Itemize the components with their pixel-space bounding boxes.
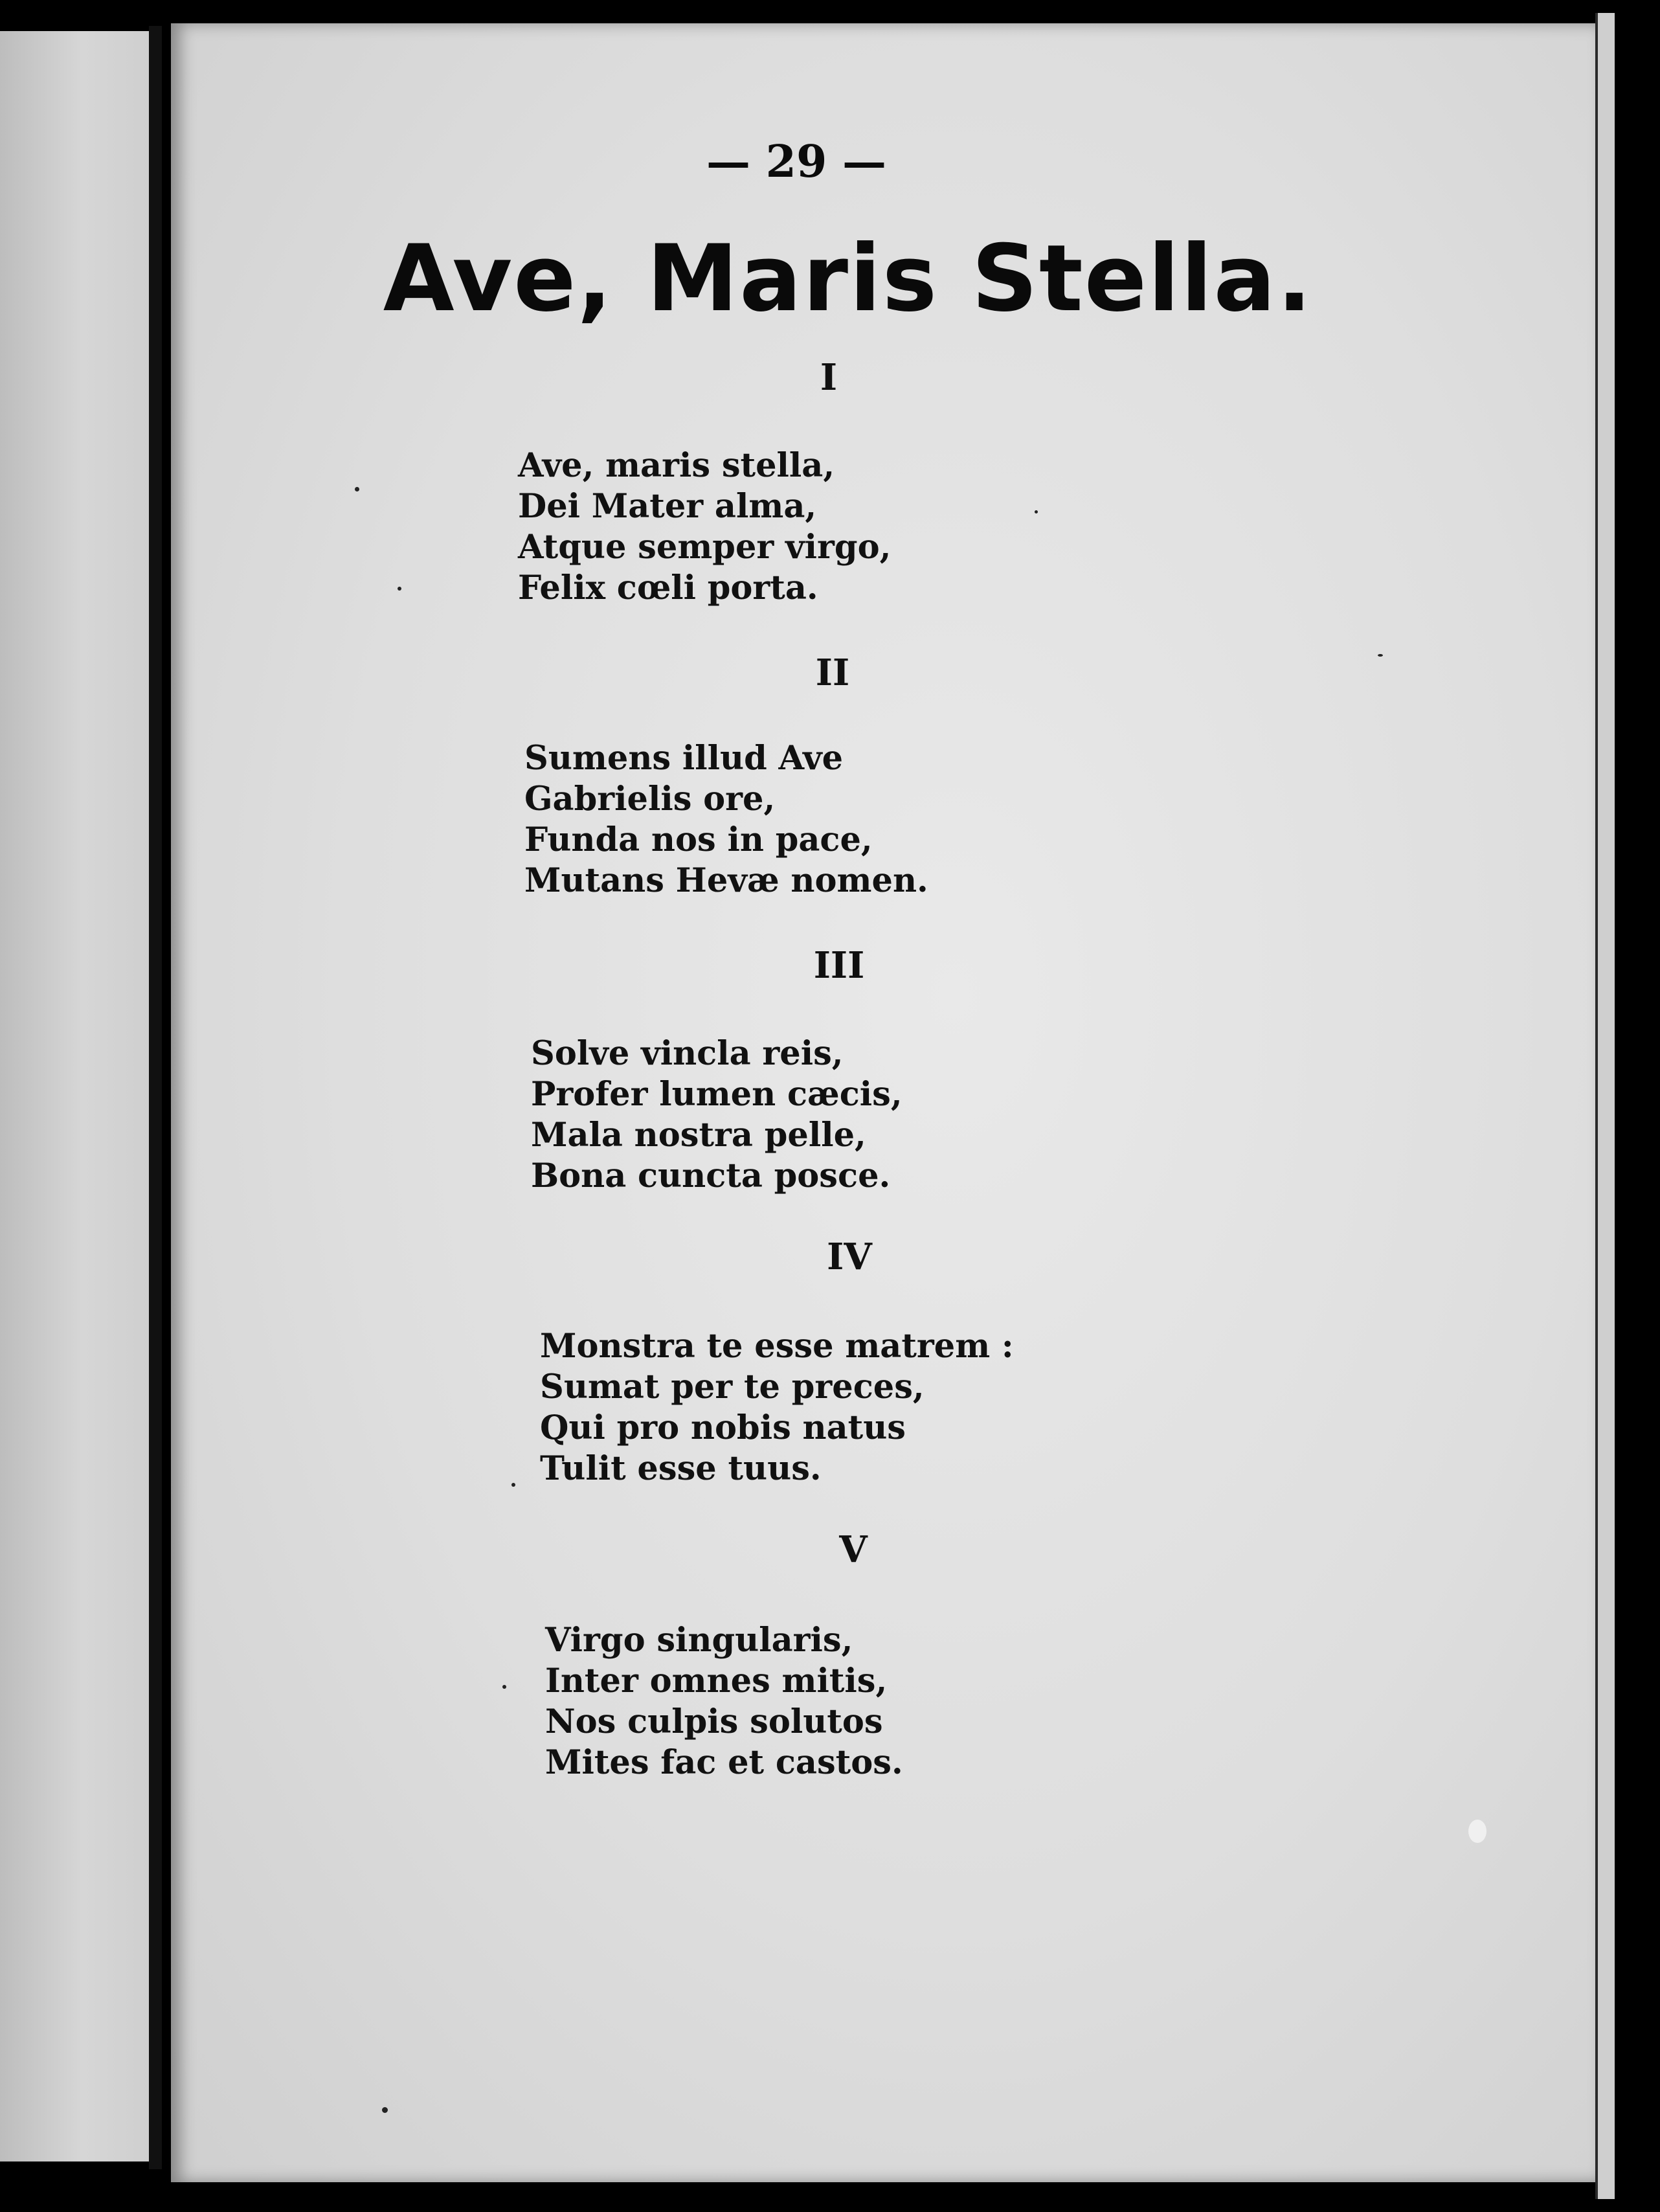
- verse-line: Nos culpis solutos: [545, 1702, 883, 1741]
- verse-line: Gabrielis ore,: [524, 780, 776, 818]
- paper-smudge: [1468, 1820, 1486, 1843]
- verse-line: Felix cœli porta.: [518, 569, 818, 607]
- verse-line: Dei Mater alma,: [518, 487, 817, 526]
- verse-line: Profer lumen cæcis,: [531, 1075, 903, 1114]
- verse-line: Sumens illud Ave: [524, 739, 844, 778]
- print-speck: [382, 2107, 388, 2113]
- verse-line: Sumat per te preces,: [540, 1368, 925, 1406]
- stanza: [531, 1033, 903, 1197]
- stanza-number: III: [813, 944, 865, 987]
- stanza-number: V: [839, 1528, 868, 1571]
- stanza-number: I: [820, 356, 838, 399]
- facing-page-edge: [0, 31, 149, 2161]
- hymn-title: Ave, Maris Stella.: [383, 225, 1314, 332]
- page-number: — 29 —: [706, 136, 886, 188]
- print-speck: [1035, 510, 1038, 514]
- verse-line: Inter omnes mitis,: [545, 1662, 888, 1700]
- verse-line: Mala nostra pelle,: [531, 1116, 866, 1155]
- page-fore-edge: [1595, 13, 1615, 2199]
- verse-line: Solve vincla reis,: [531, 1034, 844, 1073]
- verse-line: Monstra te esse matrem :: [540, 1327, 1014, 1366]
- stanza: [545, 1620, 903, 1783]
- verse-line: Tulit esse tuus.: [540, 1449, 822, 1488]
- verse-line: Qui pro nobis natus: [540, 1408, 906, 1447]
- stanza: [540, 1326, 1014, 1489]
- verse-line: Mutans Hevæ nomen.: [524, 861, 928, 900]
- book-gutter: [149, 26, 162, 2169]
- verse-line: Bona cuncta posce.: [531, 1157, 891, 1195]
- stanza: [524, 738, 928, 901]
- verse-line: Atque semper virgo,: [518, 528, 892, 567]
- print-speck: [502, 1685, 506, 1689]
- print-speck: [355, 487, 359, 491]
- verse-line: Funda nos in pace,: [524, 820, 873, 859]
- stanza-number: II: [815, 651, 850, 694]
- verse-line: Ave, maris stella,: [518, 446, 835, 485]
- stanza: [518, 446, 891, 609]
- stanza-number: IV: [827, 1236, 872, 1278]
- print-speck: [511, 1483, 515, 1487]
- print-speck: [398, 587, 401, 591]
- verse-line: Mites fac et castos.: [545, 1743, 903, 1782]
- print-speck: [1378, 654, 1383, 657]
- verse-line: Virgo singularis,: [545, 1621, 853, 1660]
